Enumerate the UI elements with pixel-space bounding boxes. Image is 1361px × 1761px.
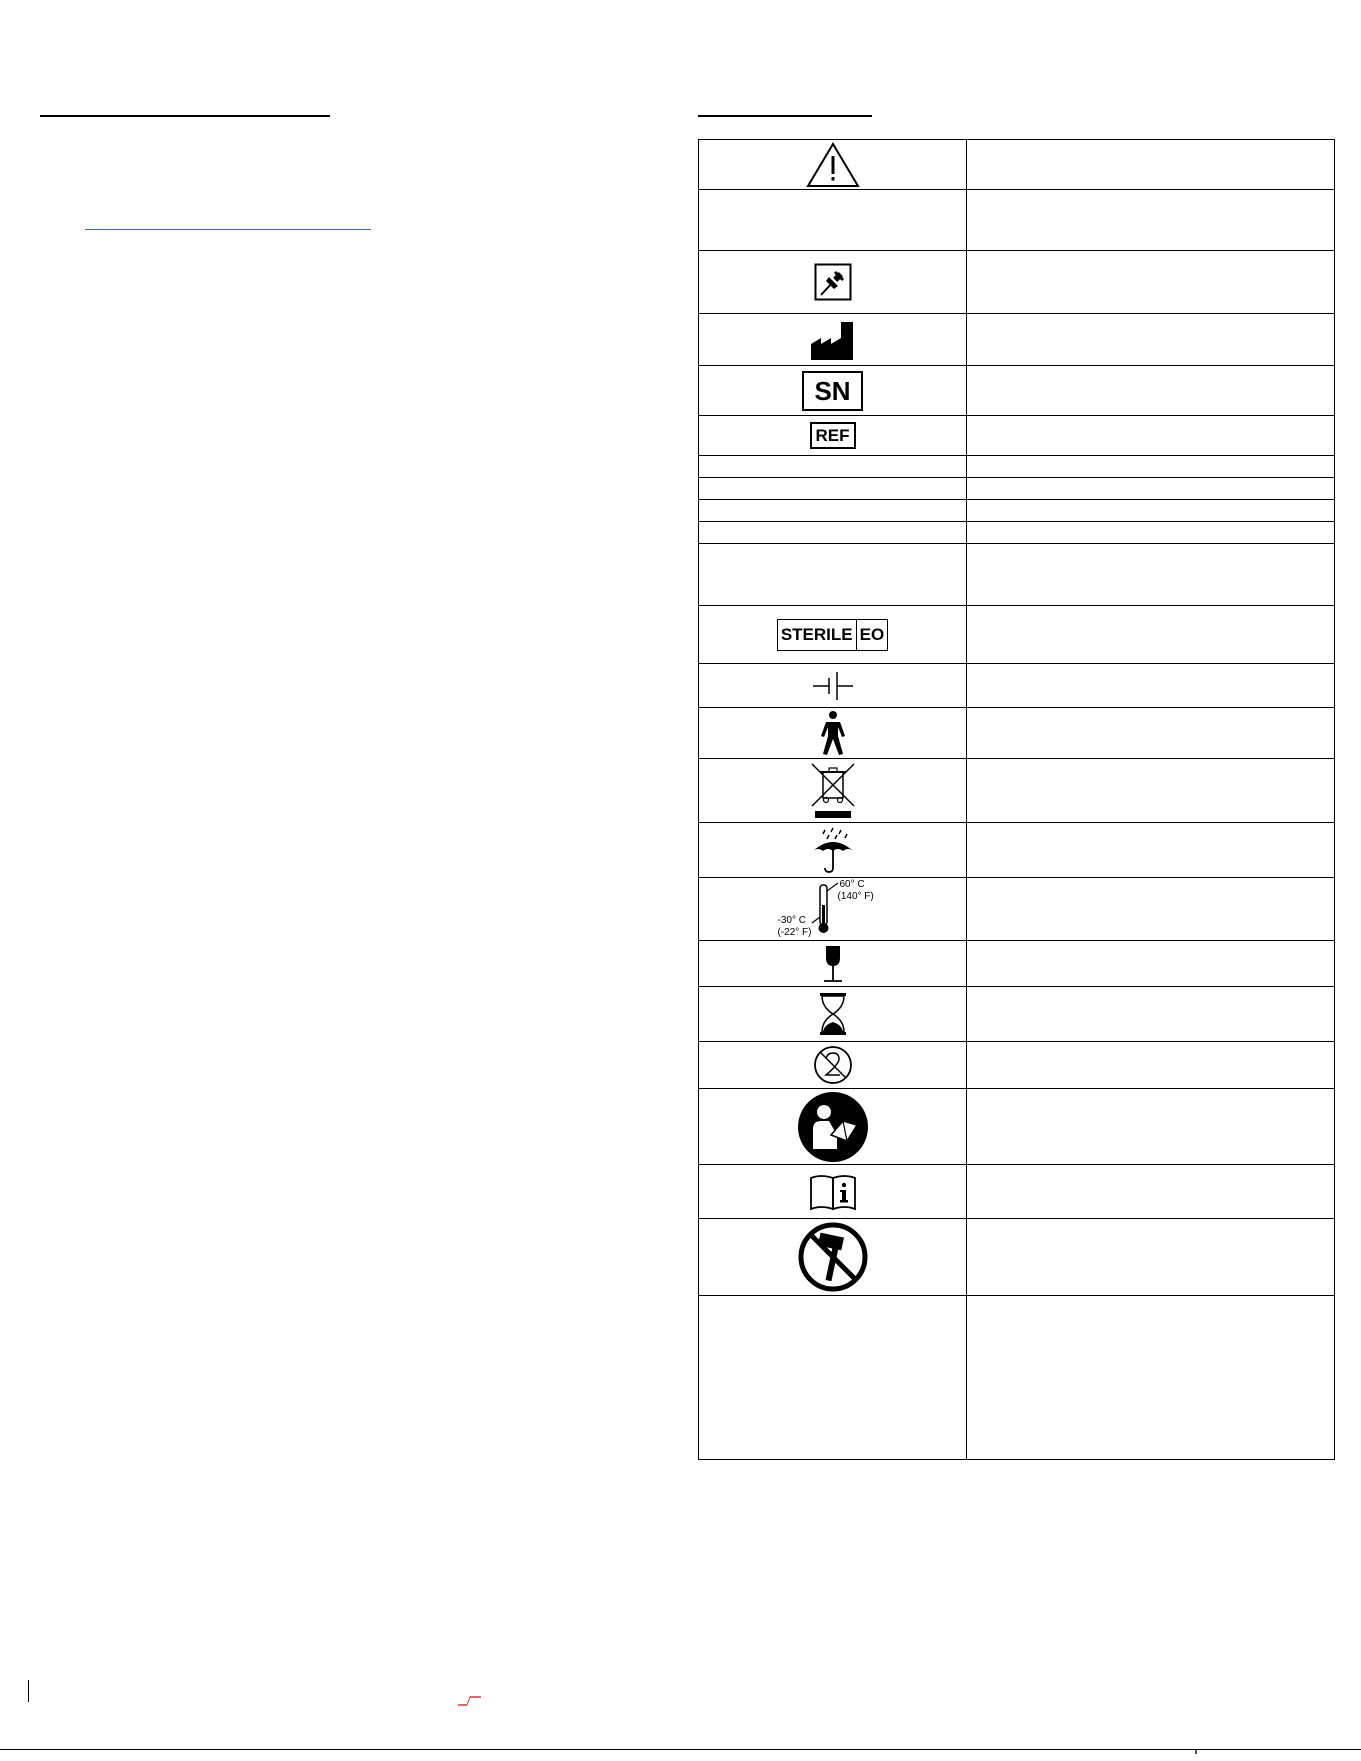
description-cell	[967, 416, 1335, 456]
symbol-cell	[699, 251, 967, 314]
table-row	[699, 1089, 1335, 1165]
warning-triangle-icon	[806, 142, 860, 188]
symbol-cell	[699, 478, 967, 500]
table-row	[699, 314, 1335, 366]
do-not-reuse-icon	[812, 1044, 854, 1086]
symbol-cell	[699, 140, 967, 190]
table-row	[699, 1165, 1335, 1219]
table-row	[699, 544, 1335, 606]
symbol-cell	[699, 941, 967, 987]
table-row	[699, 140, 1335, 190]
serial-number-symbol: SN	[802, 371, 862, 411]
description-cell	[967, 941, 1335, 987]
description-cell	[967, 1219, 1335, 1296]
table-row	[699, 1042, 1335, 1089]
table-row	[699, 478, 1335, 500]
footer-change-bar	[28, 1680, 29, 1702]
no-hammer-icon	[797, 1221, 869, 1293]
eo-label: EO	[856, 620, 888, 650]
description-cell	[967, 314, 1335, 366]
description-cell	[967, 522, 1335, 544]
symbol-cell	[699, 500, 967, 522]
symbol-cell	[699, 1165, 967, 1219]
description-cell	[967, 366, 1335, 416]
table-row	[699, 522, 1335, 544]
table-row	[699, 878, 1335, 941]
table-row	[699, 251, 1335, 314]
table-row	[699, 1219, 1335, 1296]
symbol-cell	[699, 544, 967, 606]
description-cell	[967, 1089, 1335, 1165]
symbol-cell	[699, 1042, 967, 1089]
description-cell	[967, 456, 1335, 478]
pin-square-icon	[814, 263, 852, 301]
description-cell	[967, 478, 1335, 500]
table-row	[699, 759, 1335, 823]
upper-limit-celsius: 60° C	[839, 879, 865, 890]
table-row	[699, 456, 1335, 478]
description-cell	[967, 708, 1335, 759]
symbol-cell	[699, 1219, 967, 1296]
consult-instructions-icon	[809, 1173, 857, 1211]
weee-crossed-bin-icon	[810, 762, 856, 820]
symbol-cell	[699, 1089, 967, 1165]
description-cell	[967, 878, 1335, 941]
sterile-eo-symbol	[777, 619, 888, 651]
footer-revision-marks	[457, 1687, 483, 1707]
table-row	[699, 500, 1335, 522]
link-underline[interactable]	[85, 229, 371, 230]
table-row	[699, 606, 1335, 664]
reference-number-symbol: REF	[810, 422, 856, 449]
description-cell	[967, 190, 1335, 251]
table-row	[699, 366, 1335, 416]
symbol-cell	[699, 823, 967, 878]
symbol-cell	[699, 366, 967, 416]
battery-icon	[811, 670, 855, 702]
symbol-cell	[699, 1296, 967, 1460]
description-cell	[967, 1296, 1335, 1460]
sterile-label: STERILE	[780, 624, 853, 644]
table-row	[699, 823, 1335, 878]
symbol-cell	[699, 664, 967, 708]
symbol-cell	[699, 606, 967, 664]
table-row	[699, 416, 1335, 456]
symbol-cell	[699, 987, 967, 1042]
description-cell	[967, 1165, 1335, 1219]
description-cell	[967, 606, 1335, 664]
symbol-cell	[699, 314, 967, 366]
page-bottom-border	[0, 1749, 1361, 1750]
symbols-table	[698, 139, 1335, 1460]
temperature-limit-icon	[778, 879, 888, 939]
description-cell	[967, 987, 1335, 1042]
lower-limit-celsius: -30° C	[777, 915, 806, 926]
keep-dry-umbrella-icon	[811, 827, 855, 873]
use-by-hourglass-icon	[817, 991, 849, 1037]
symbol-cell	[699, 416, 967, 456]
description-cell	[967, 759, 1335, 823]
description-cell	[967, 1042, 1335, 1089]
symbol-cell	[699, 190, 967, 251]
fragile-glass-icon	[821, 944, 845, 984]
symbol-cell	[699, 522, 967, 544]
type-b-applied-part-icon	[818, 710, 848, 756]
description-cell	[967, 823, 1335, 878]
table-row	[699, 987, 1335, 1042]
manufacturer-factory-icon	[809, 318, 857, 362]
description-cell	[967, 664, 1335, 708]
upper-limit-fahrenheit: (140° F)	[837, 891, 874, 902]
table-row	[699, 190, 1335, 251]
symbols-heading-underline	[698, 115, 872, 117]
description-cell	[967, 251, 1335, 314]
description-cell	[967, 544, 1335, 606]
table-row	[699, 708, 1335, 759]
description-cell	[967, 500, 1335, 522]
left-heading-underline	[40, 115, 330, 117]
table-row	[699, 941, 1335, 987]
description-cell	[967, 140, 1335, 190]
read-manual-icon	[797, 1091, 869, 1163]
table-row	[699, 1296, 1335, 1460]
lower-limit-fahrenheit: (-22° F)	[777, 927, 812, 938]
symbol-cell	[699, 456, 967, 478]
table-row	[699, 664, 1335, 708]
symbol-cell	[699, 759, 967, 823]
page-edge-mark	[1195, 1750, 1197, 1754]
symbol-cell	[699, 708, 967, 759]
symbol-cell	[699, 878, 967, 941]
